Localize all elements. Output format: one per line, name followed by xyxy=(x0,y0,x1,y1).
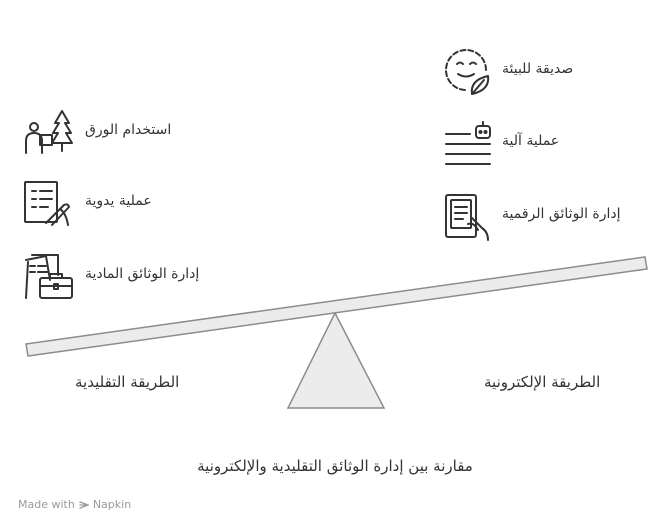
label-physical-docs: إدارة الوثائق المادية xyxy=(85,266,200,282)
fulcrum-triangle xyxy=(288,313,384,408)
label-manual-process: عملية يدوية xyxy=(85,193,152,209)
napkin-attribution xyxy=(18,498,131,511)
hand-writing-document-icon xyxy=(22,179,74,229)
smiley-leaf-icon xyxy=(442,46,494,98)
footer-brand: Napkin xyxy=(92,498,132,511)
papers-briefcase-icon xyxy=(22,252,76,302)
robot-lines-icon xyxy=(442,120,494,166)
tablet-hand-icon xyxy=(442,192,494,242)
label-automated-process: عملية آلية xyxy=(502,133,560,149)
napkin-logo-icon xyxy=(79,500,89,510)
label-digital-docs: إدارة الوثائق الرقمية xyxy=(502,206,621,222)
label-paper-usage: استخدام الورق xyxy=(85,122,172,138)
label-eco-friendly: صديقة للبيئة xyxy=(502,61,574,77)
diagram-caption: مقارنة بين إدارة الوثائق التقليدية والإلكترونية xyxy=(197,457,473,475)
person-trees-icon xyxy=(22,107,76,157)
footer-prefix: Made with xyxy=(18,498,75,511)
right-side-title: الطريقة الإلكترونية xyxy=(484,373,601,391)
left-side-title: الطريقة التقليدية xyxy=(75,373,180,391)
